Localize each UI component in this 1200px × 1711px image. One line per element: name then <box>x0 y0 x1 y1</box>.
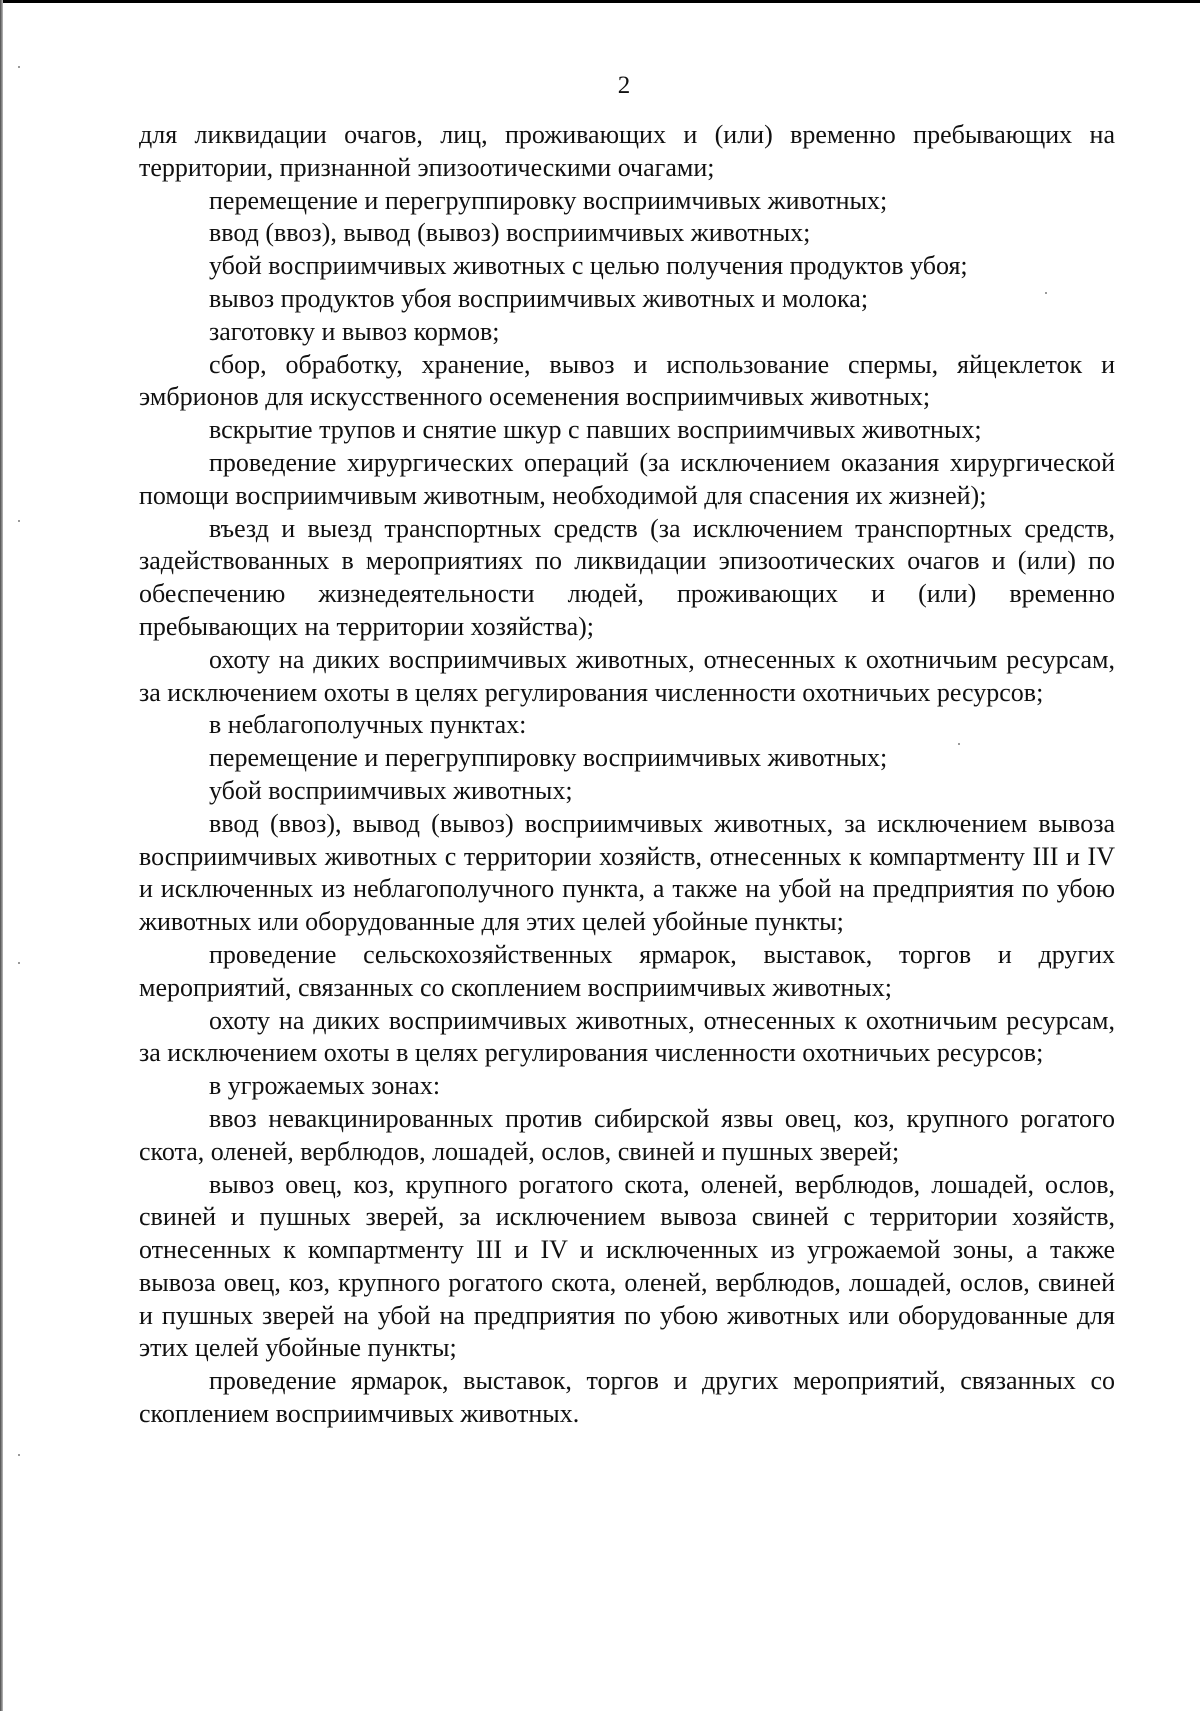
paragraph: ввод (ввоз), вывод (вывоз) восприимчивых животных, за исключением вывоза восприимчивых животных с территории хозяйств, отнесенных к компартменту III и IV и исключенных из неблагополучного пункта, а также на убой на предприятия по убою животных или оборудованные для этих целей убойные пункты; <box>139 808 1115 937</box>
scan-speck <box>18 520 20 522</box>
paragraph: охоту на диких восприимчивых животных, отнесенных к охотничьим ресурсам, за исключением охоты в целях регулирования численности охотничьих ресурсов; <box>139 644 1115 707</box>
paragraph: ввоз невакцинированных против сибирской язвы овец, коз, крупного рогатого скота, оленей, верблюдов, лошадей, ослов, свиней и пушных зверей; <box>139 1103 1115 1166</box>
paragraph: перемещение и перегруппировку восприимчивых животных; <box>209 743 888 773</box>
paragraph: ввод (ввоз), вывод (вывоз) восприимчивых животных; <box>209 218 811 248</box>
page-number: 2 <box>617 72 631 99</box>
scan-speck <box>18 66 20 68</box>
scan-top-edge <box>0 0 1200 3</box>
paragraph: вывоз продуктов убоя восприимчивых животных и молока; <box>209 283 869 313</box>
paragraph: убой восприимчивых животных с целью получения продуктов убоя; <box>209 251 968 281</box>
paragraph: сбор, обработку, хранение, вывоз и использование спермы, яйцеклеток и эмбрионов для искусственного осеменения восприимчивых животных; <box>139 349 1115 412</box>
paragraph: въезд и выезд транспортных средств (за исключением транспортных средств, задействованных в мероприятиях по ликвидации эпизоотических очагов и (или) по обеспечению жизнедеятельности людей, проживающих и (или) временно пребывающих на территории хозяйства); <box>139 513 1115 641</box>
scan-speck <box>18 962 20 964</box>
paragraph: заготовку и вывоз кормов; <box>209 316 500 346</box>
scan-speck <box>18 1454 20 1456</box>
paragraph: охоту на диких восприимчивых животных, отнесенных к охотничьим ресурсам, за исключением охоты в целях регулирования численности охотничьих ресурсов; <box>139 1005 1115 1068</box>
scan-left-edge <box>0 0 3 1711</box>
paragraph: вывоз овец, коз, крупного рогатого скота, оленей, верблюдов, лошадей, ослов, свиней и пушных зверей, за исключением вывоза свиней с территории хозяйств, отнесенных к компартменту III и IV и исключенных из угрожаемой зоны, а также вывоза овец, коз, крупного рогатого скота, оленей, верблюдов, лошадей, ослов, свиней и пушных зверей на убой на предприятия по убою животных или оборудованные для этих целей убойные пункты; <box>139 1169 1115 1363</box>
document-body <box>139 119 1115 1431</box>
section-heading: в неблагополучных пунктах: <box>209 710 527 740</box>
paragraph: перемещение и перегруппировку восприимчивых животных; <box>209 185 888 215</box>
paragraph: проведение хирургических операций (за исключением оказания хирургической помощи восприимчивым животным, необходимой для спасения их жизней); <box>139 447 1115 510</box>
paragraph: для ликвидации очагов, лиц, проживающих и (или) временно пребывающих на территории, признанной эпизоотическими очагами; <box>139 120 1115 182</box>
paragraph: убой восприимчивых животных; <box>209 775 573 805</box>
paragraph: вскрытие трупов и снятие шкур с павших восприимчивых животных; <box>209 415 982 445</box>
paragraph: проведение ярмарок, выставок, торгов и других мероприятий, связанных со скоплением восприимчивых животных. <box>139 1366 1115 1429</box>
section-heading: в угрожаемых зонах: <box>209 1071 441 1101</box>
paragraph: проведение сельскохозяйственных ярмарок, выставок, торгов и других мероприятий, связанных со скоплением восприимчивых животных; <box>139 939 1115 1002</box>
